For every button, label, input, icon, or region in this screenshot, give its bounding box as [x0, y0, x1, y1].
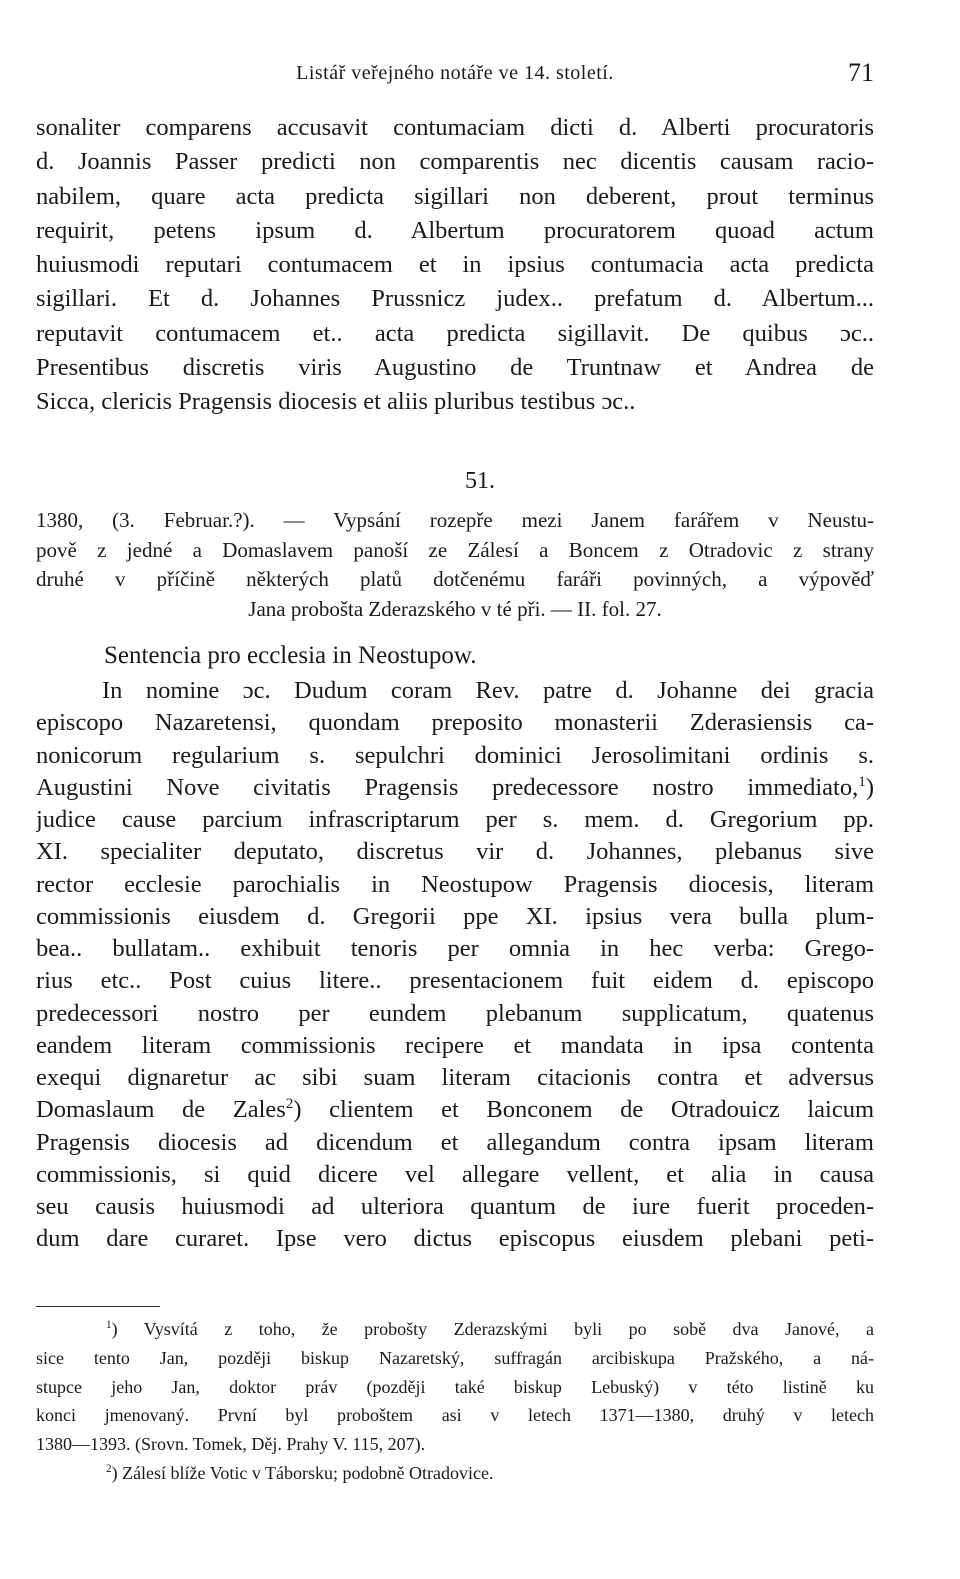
text-line: sonaliter comparens accusavit contumaciam dicti d. Alberti procuratoris	[36, 114, 874, 141]
document-number: 51.	[465, 468, 495, 494]
text-line: reputavit contumacem et.. acta predicta sigillavit. De quibus ɔc..	[36, 319, 874, 347]
footnote-2-line	[36, 1459, 874, 1488]
footnote-ref-2: 2	[285, 1095, 294, 1113]
line-text: ) clientem et Bonconem de Otradouicz laicum	[293, 1096, 874, 1124]
text-line: requirit, petens ipsum d. Albertum procuratorem quoad actum	[36, 216, 874, 244]
text-line: commissionis eiusdem d. Gregorii ppe XI. ipsius vera bulla plum-	[36, 902, 874, 930]
regest-line: pově z jedné a Domaslavem panoší ze Zálesí a Boncem z Otradovic z strany	[36, 537, 874, 562]
footnote-text: ) Vysvítá z toho, že probošty Zderazskými byli po sobě dva Janové, a	[111, 1319, 874, 1339]
running-title: Listář veřejného notáře ve 14. století.	[296, 62, 614, 84]
text-line: XI. specialiter deputato, discretus vir d. Johannes, plebanus sive	[36, 838, 874, 866]
line-text: Augustini Nove civitatis Pragensis predecessore nostro immediato,	[36, 773, 859, 801]
text-line: nabilem, quare acta predicta sigillari non deberent, prout terminus	[36, 182, 874, 210]
footnote-mark-2: 2	[106, 1462, 112, 1475]
text-line: eandem literam commissionis recipere et mandata in ipsa contenta	[36, 1031, 874, 1059]
text-line: rius etc.. Post cuius litere.. presentacionem fuit eidem d. episcopo	[36, 967, 874, 995]
footnote-text: ) Zálesí blíže Votic v Táborsku; podobně Otradovice.	[111, 1462, 494, 1483]
text-line: Sicca, clericis Pragensis diocesis et aliis pluribus testibus ɔc..	[36, 388, 636, 416]
text-line: d. Joannis Passer predicti non comparentis nec dicentis causam racio-	[36, 148, 874, 176]
regest-line: druhé v příčině některých platů dotčenému faráři povinných, a výpověď	[36, 567, 874, 591]
document-text	[36, 675, 874, 1256]
footnote-1-line: stupce jeho Jan, doktor práv (později také biskup Lebuský) v této listině ku	[36, 1376, 874, 1397]
document-regest	[36, 506, 874, 624]
page-header	[36, 58, 874, 88]
text-line: Pragensis diocesis ad dicendum et allegandum contra ipsam literam	[36, 1128, 874, 1156]
text-line: exequi dignaretur ac sibi suam literam citacionis contra et adversus	[36, 1064, 874, 1091]
line-text: Domaslaum de Zales	[36, 1096, 286, 1124]
text-line: sigillari. Et d. Johannes Prussnicz judex.. prefatum d. Albertum...	[36, 285, 874, 313]
footnote-mark-1: 1	[106, 1319, 112, 1331]
footnote-divider	[36, 1306, 160, 1307]
footnote-1-line: konci jmenovaný. První byl proboštem asi v letech 1371—1380, druhý v letech	[36, 1405, 874, 1426]
footnote-ref-1: 1	[858, 772, 866, 790]
text-line: In nomine ɔc. Dudum coram Rev. patre d. Johanne dei gracia	[102, 677, 874, 704]
footnote-1-line: sice tento Jan, později biskup Nazaretský, suffragán arcibiskupa Pražského, a ná-	[36, 1347, 874, 1368]
text-line	[36, 1094, 874, 1126]
regest-line: 1380, (3. Februar.?). — Vypsání rozepře mezi Janem farářem v Neustu-	[36, 508, 874, 532]
text-line: judice cause parcium infrascriptarum per s. mem. d. Gregorium pp.	[36, 806, 874, 833]
text-line: bea.. bullatam.. exhibuit tenoris per omnia in hec verba: Grego-	[36, 935, 874, 962]
page-number: 71	[848, 58, 874, 87]
text-line: huiusmodi reputari contumacem et in ipsius contumacia acta predicta	[36, 251, 874, 279]
paragraph-continuation	[36, 111, 874, 420]
text-line: commissionis, si quid dicere vel allegare vellent, et alia in causa	[36, 1160, 874, 1188]
regest-line: Jana probošta Zderazského v té při. — II. fol. 27.	[248, 596, 662, 621]
text-line: seu causis huiusmodi ad ulteriora quantum de iure fuerit proceden-	[36, 1193, 874, 1220]
line-text: )	[865, 773, 874, 801]
footnote-1-line	[36, 1315, 874, 1344]
text-line: dum dare curaret. Ipse vero dictus episcopus eiusdem plebani peti-	[36, 1225, 874, 1253]
footnote-1-line: 1380—1393. (Srovn. Tomek, Děj. Prahy V. 115, 207).	[36, 1434, 426, 1455]
footnotes	[36, 1315, 874, 1488]
document-title: Sentencia pro ecclesia in Neostupow.	[104, 642, 477, 669]
text-line: predecessori nostro per eundem plebanum supplicatum, quatenus	[36, 999, 874, 1027]
text-line: nonicorum regularium s. sepulchri dominici Jerosolimitani ordinis s.	[36, 741, 874, 769]
text-line: Presentibus discretis viris Augustino de Truntnaw et Andrea de	[36, 354, 874, 382]
text-line	[36, 772, 874, 804]
text-line: episcopo Nazaretensi, quondam preposito monasterii Zderasiensis ca-	[36, 709, 874, 737]
text-line: rector ecclesie parochialis in Neostupow Pragensis diocesis, literam	[36, 870, 874, 898]
